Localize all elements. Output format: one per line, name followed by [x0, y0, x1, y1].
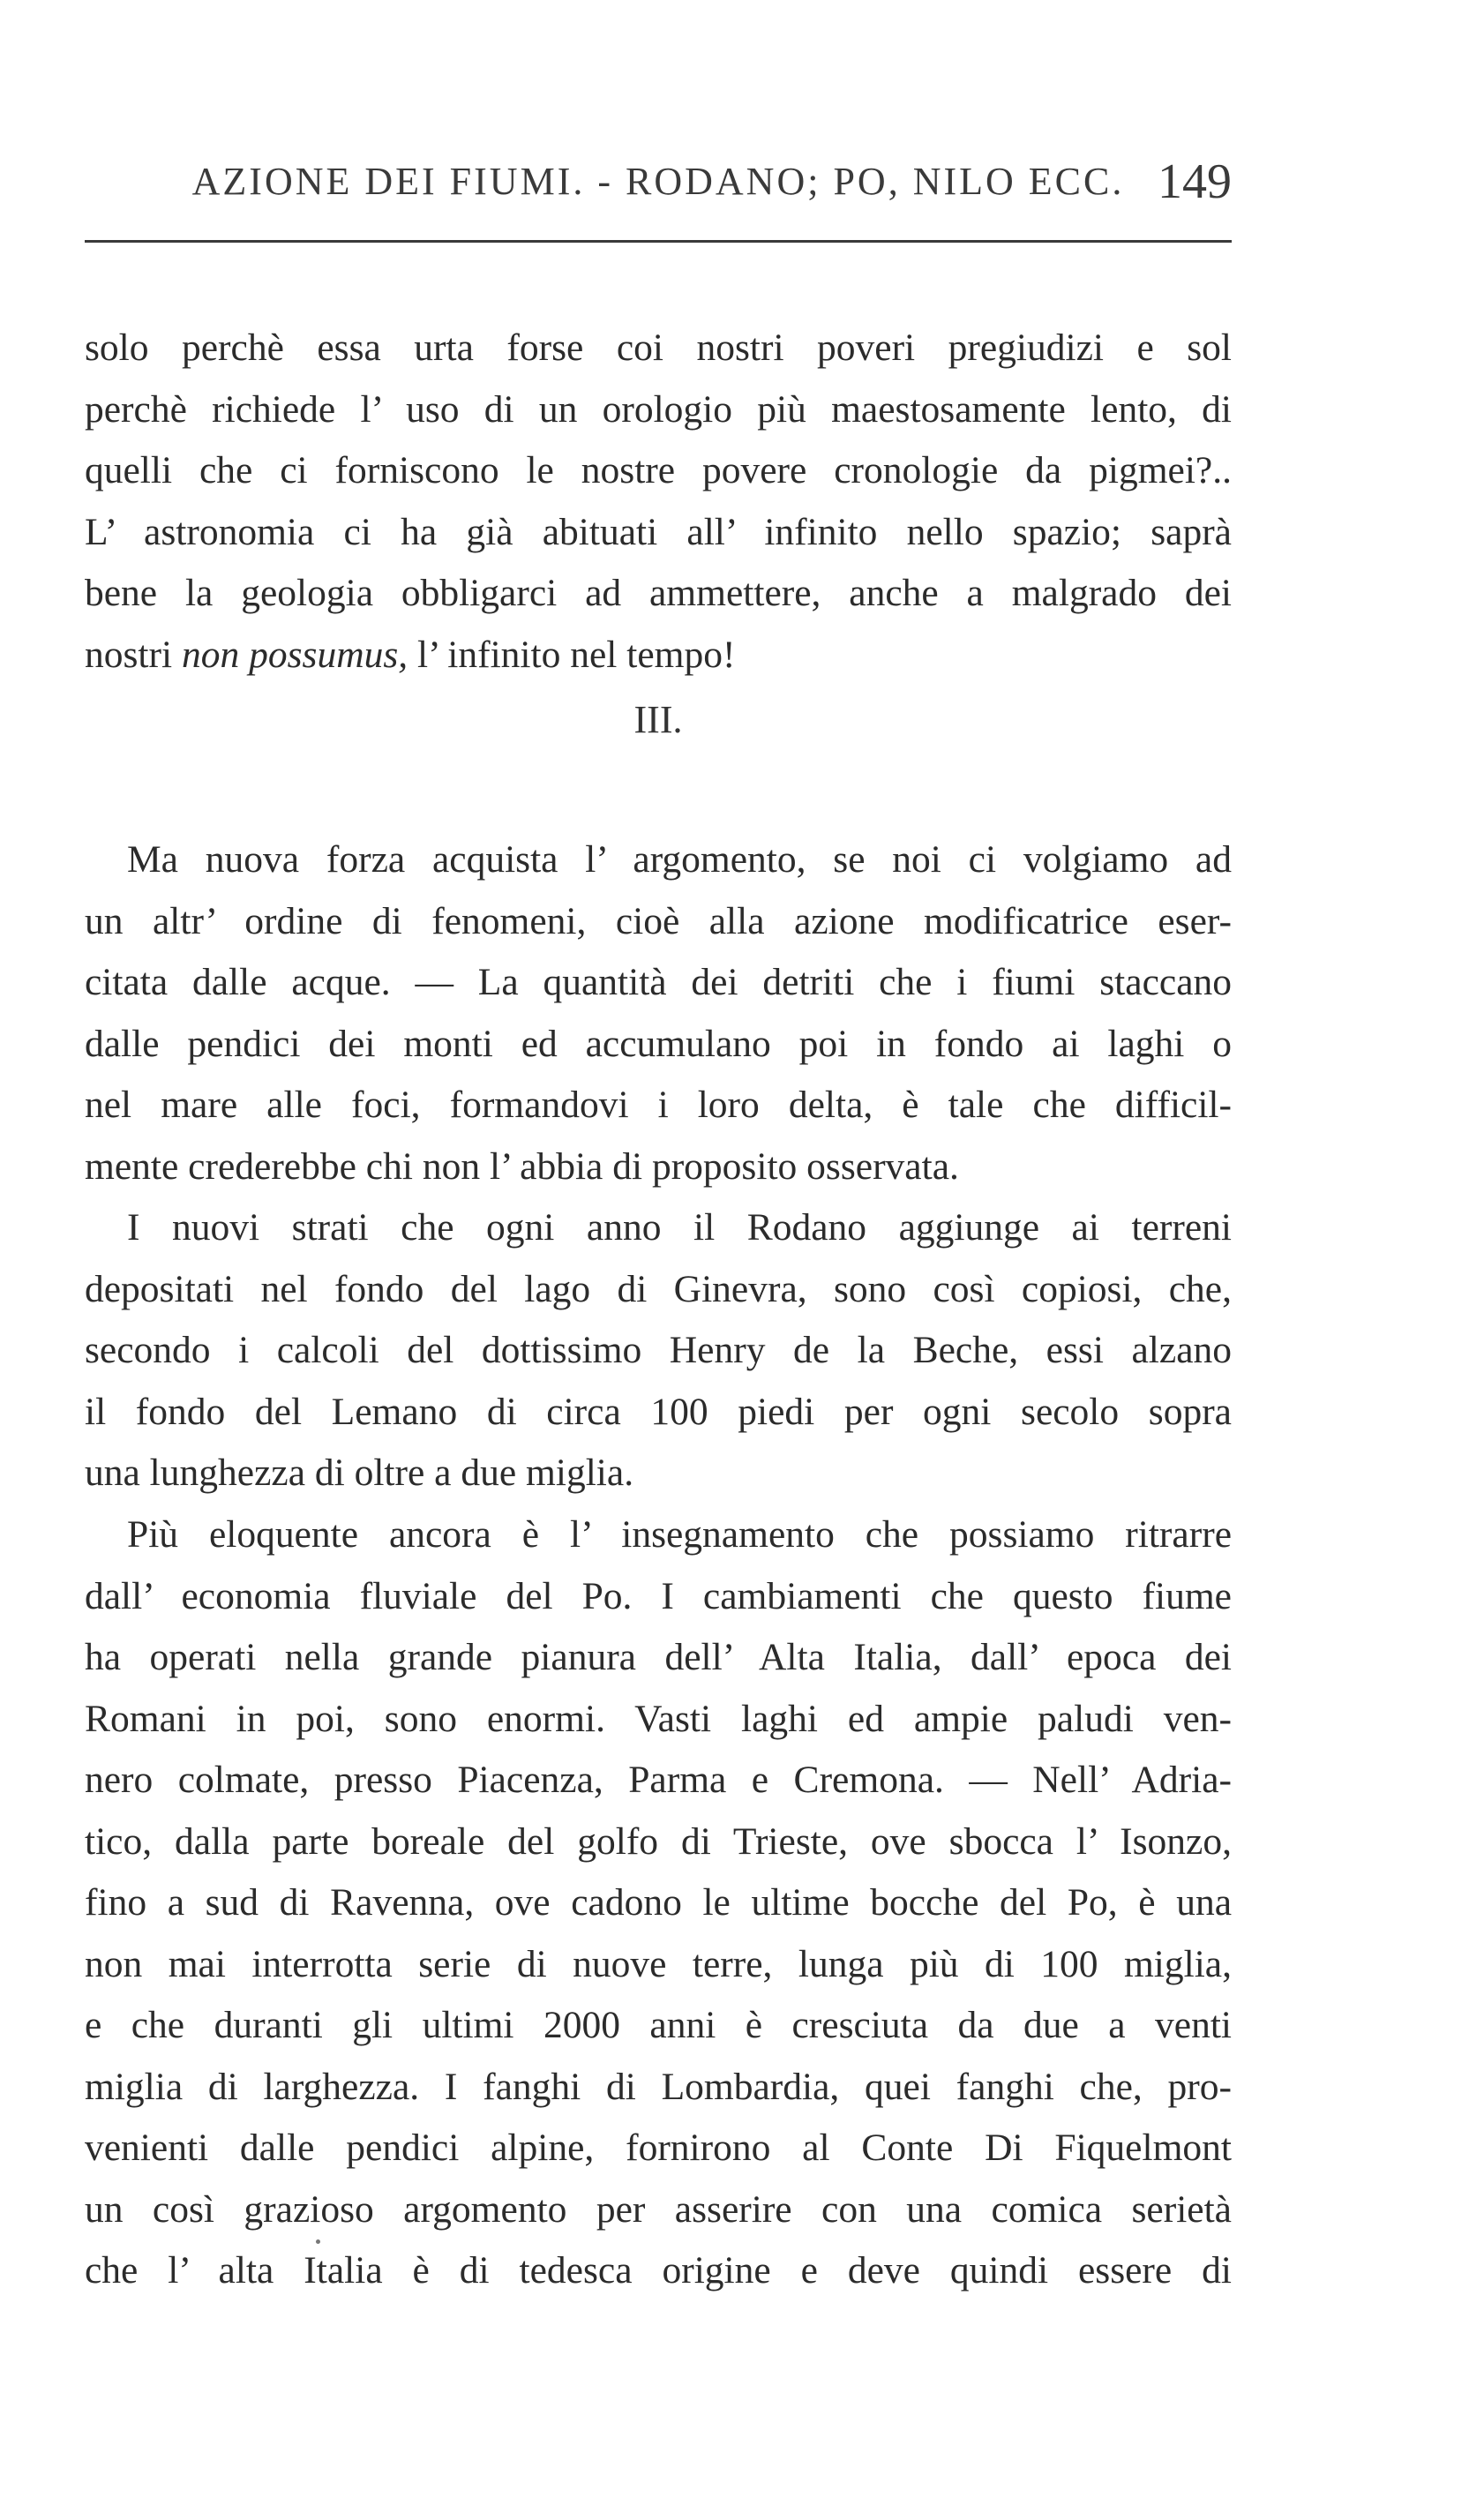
text-line: il fondo del Lemano di circa 100 piedi per ogni secolo sopra — [85, 1390, 1232, 1433]
paragraph — [85, 829, 1232, 1197]
text-line: mente crederebbe chi non l’ abbia di proposito osservata. — [85, 1144, 959, 1188]
text-line: nero colmate, presso Piacenza, Parma e Cremona. — Nell’ Adria- — [85, 1759, 1232, 1801]
text-line: bene la geologia obbligarci ad ammettere, anche a malgrado dei — [85, 572, 1232, 614]
text-fragment: nostri — [85, 633, 182, 676]
latin-phrase: non possumus, — [181, 633, 408, 676]
running-head-title: AZIONE DEI FIUMI. - RODANO; PO, NILO ECC. — [191, 160, 1125, 203]
header-rule — [85, 240, 1232, 243]
text-line: che l’ alta Italia è di tedesca origine e deve quindi essere di — [85, 2249, 1232, 2292]
text-line: dalle pendici dei monti ed accumulano poi in fondo ai laghi o — [85, 1022, 1232, 1065]
paragraph — [85, 1197, 1232, 1504]
text-line: dall’ economia fluviale del Po. I cambiamenti che questo fiume — [85, 1574, 1232, 1617]
ink-speck — [316, 2239, 320, 2244]
text-line: L’ astronomia ci ha già abituati all’ infinito nello spazio; saprà — [85, 510, 1232, 553]
text-line: Romani in poi, sono enormi. Vasti laghi ed ampie paludi ven- — [85, 1697, 1232, 1740]
text-line: solo perchè essa urta forse coi nostri poveri pregiudizi e sol — [85, 326, 1232, 369]
text-line — [85, 625, 1232, 686]
text-fragment: l’ infinito nel tempo! — [408, 633, 736, 676]
page-number: 149 — [1158, 154, 1232, 209]
text-line: quelli che ci forniscono le nostre povere cronologie da pigmei?.. — [85, 449, 1232, 491]
text-line: ha operati nella grande pianura dell’ Alta Italia, dall’ epoca dei — [85, 1636, 1232, 1678]
text-line: non mai interrotta serie di nuove terre, lunga più di 100 miglia, — [85, 1942, 1232, 1985]
paragraph-continuation — [85, 318, 1232, 686]
running-head — [85, 154, 1232, 221]
text-line: venienti dalle pendici alpine, fornirono al Conte Di Fiquelmont — [85, 2127, 1232, 2169]
paragraph — [85, 1504, 1232, 2302]
text-line: Più eloquente ancora è l’ insegnamento che possiamo ritrarre — [127, 1513, 1232, 1556]
text-line: tico, dalla parte boreale del golfo di Trieste, ove sbocca l’ Isonzo, — [85, 1819, 1232, 1863]
text-line: nel mare alle foci, formandovi i loro delta, è tale che difficil- — [85, 1084, 1232, 1126]
text-line: I nuovi strati che ogni anno il Rodano aggiunge ai terreni — [127, 1206, 1232, 1249]
text-line: perchè richiede l’ uso di un orologio più maestosamente lento, di — [85, 387, 1232, 431]
text-line: fino a sud di Ravenna, ove cadono le ultime bocche del Po, è una — [85, 1881, 1232, 1924]
section-number: III. — [633, 698, 683, 741]
text-line: citata dalle acque. — La quantità dei detriti che i fiumi staccano — [85, 961, 1232, 1003]
text-line: una lunghezza di oltre a due miglia. — [85, 1452, 634, 1494]
text-line: un così grazioso argomento per asserire con una comica serietà — [85, 2187, 1232, 2231]
text-line: e che duranti gli ultimi 2000 anni è cresciuta da due a venti — [85, 2004, 1232, 2046]
text-line: secondo i calcoli del dottissimo Henry de la Beche, essi alzano — [85, 1329, 1232, 1371]
text-line: miglia di larghezza. I fanghi di Lombardia, quei fanghi che, pro- — [85, 2065, 1232, 2108]
text-line: Ma nuova forza acquista l’ argomento, se noi ci volgiamo ad — [127, 838, 1232, 881]
text-line: depositati nel fondo del lago di Ginevra, sono così copiosi, che, — [85, 1267, 1232, 1310]
text-line: un altr’ ordine di fenomeni, cioè alla azione modificatrice eser- — [85, 899, 1232, 942]
